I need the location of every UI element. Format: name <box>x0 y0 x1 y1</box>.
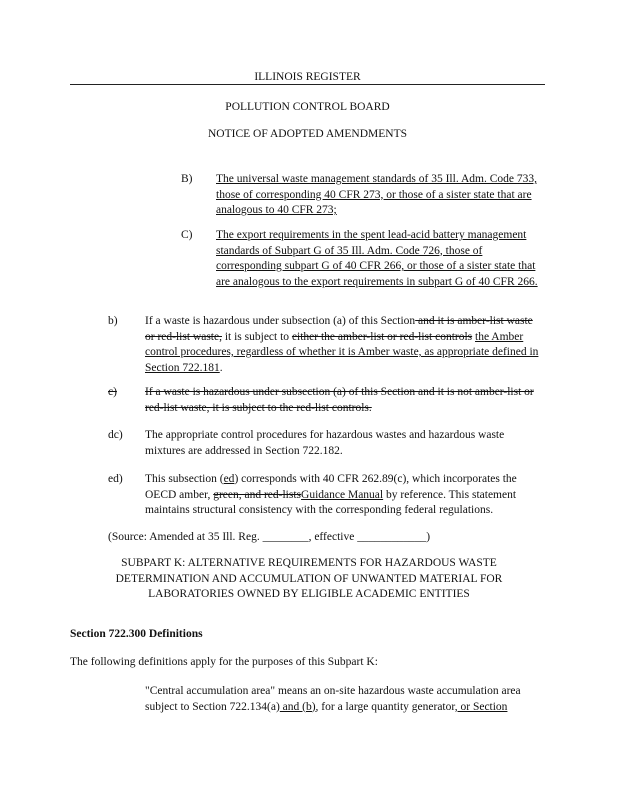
item-ed-t1: This subsection ( <box>145 473 224 485</box>
definition-u1: and (b) <box>279 700 316 713</box>
item-b-u1: the Amber control procedures, regardless of whether it is Amber waste, as appropriate defined in Section 722.181 <box>145 330 539 374</box>
item-b-t1: If a waste is hazardous under subsection (a) of this Section <box>145 315 416 327</box>
item-b-s1: and it is amber-list waste or red-list waste, <box>145 315 533 343</box>
definition-u2: , or Section <box>454 700 508 713</box>
item-ed-s1: green, and red-lists <box>213 488 302 501</box>
item-c-label: c) <box>108 386 117 398</box>
definition-t2: , for a large quantity generator <box>315 700 455 713</box>
header-rule <box>70 84 545 85</box>
item-B-label: B) <box>181 173 193 185</box>
subpart-heading: SUBPART K: ALTERNATIVE REQUIREMENTS FOR HAZARDOUS WASTE DETERMINATION AND ACCUMULATION OF UNWANTED MATERIAL FOR LABORATORIES OWNED BY ELIGIBLE ACADEMIC ENTITIES <box>115 557 503 600</box>
item-ed-u1: ed <box>223 473 235 485</box>
intro-text: The following definitions apply for the purposes of this Subpart K: <box>70 656 378 668</box>
item-b-s2: either the amber-list or red-list controls <box>291 330 473 343</box>
item-dc-text: The appropriate control procedures for hazardous wastes and hazardous waste mixtures are addressed in Section 722.182. <box>145 429 505 457</box>
item-c-text: If a waste is hazardous under subsection (a) of this Section and it is not amber-list or red-list waste, it is subject to the red-list controls. <box>145 386 534 414</box>
item-b-t4: . <box>219 361 223 374</box>
definition-central-accumulation-area <box>145 684 545 715</box>
item-b-text <box>145 314 545 376</box>
item-ed-t3: by reference. This statement maintains structural consistency with the corresponding federal regulations. <box>145 488 517 516</box>
register-title: ILLINOIS REGISTER <box>254 71 361 83</box>
item-C-text: The export requirements in the spent lead-acid battery management standards of Subpart G of 35 Ill. Adm. Code 726, those of corresponding subpart G of 40 CFR 266, or those of a sister state that are analogous to the export requirements in subpart G of 40 CFR 266. <box>216 229 538 288</box>
item-b-label: b) <box>108 315 118 327</box>
section-title: Section 722.300 Definitions <box>70 628 203 640</box>
board-title: POLLUTION CONTROL BOARD <box>225 101 390 113</box>
item-C-label: C) <box>181 229 193 241</box>
item-B-text: The universal waste management standards of 35 Ill. Adm. Code 733, those of corresponding 40 CFR 273, or those of a sister state that are analogous to 40 CFR 273; <box>216 173 537 216</box>
item-dc-label: dc) <box>108 429 123 441</box>
item-ed-label: ed) <box>108 473 123 485</box>
item-ed-u2: Guidance Manual <box>301 488 384 501</box>
source-note: (Source: Amended at 35 Ill. Reg. ________, effective ____________) <box>108 531 431 543</box>
item-b-t2: it is subject to <box>221 330 292 343</box>
definition-t1: "Central accumulation area" means an on-site hazardous waste accumulation area subject to Section 722.134(a) <box>145 685 521 713</box>
item-ed-text <box>145 472 545 519</box>
notice-title: NOTICE OF ADOPTED AMENDMENTS <box>207 128 408 140</box>
item-ed-t2: ) corresponds with 40 CFR 262.89(c), which incorporates the OECD amber, <box>145 473 517 501</box>
